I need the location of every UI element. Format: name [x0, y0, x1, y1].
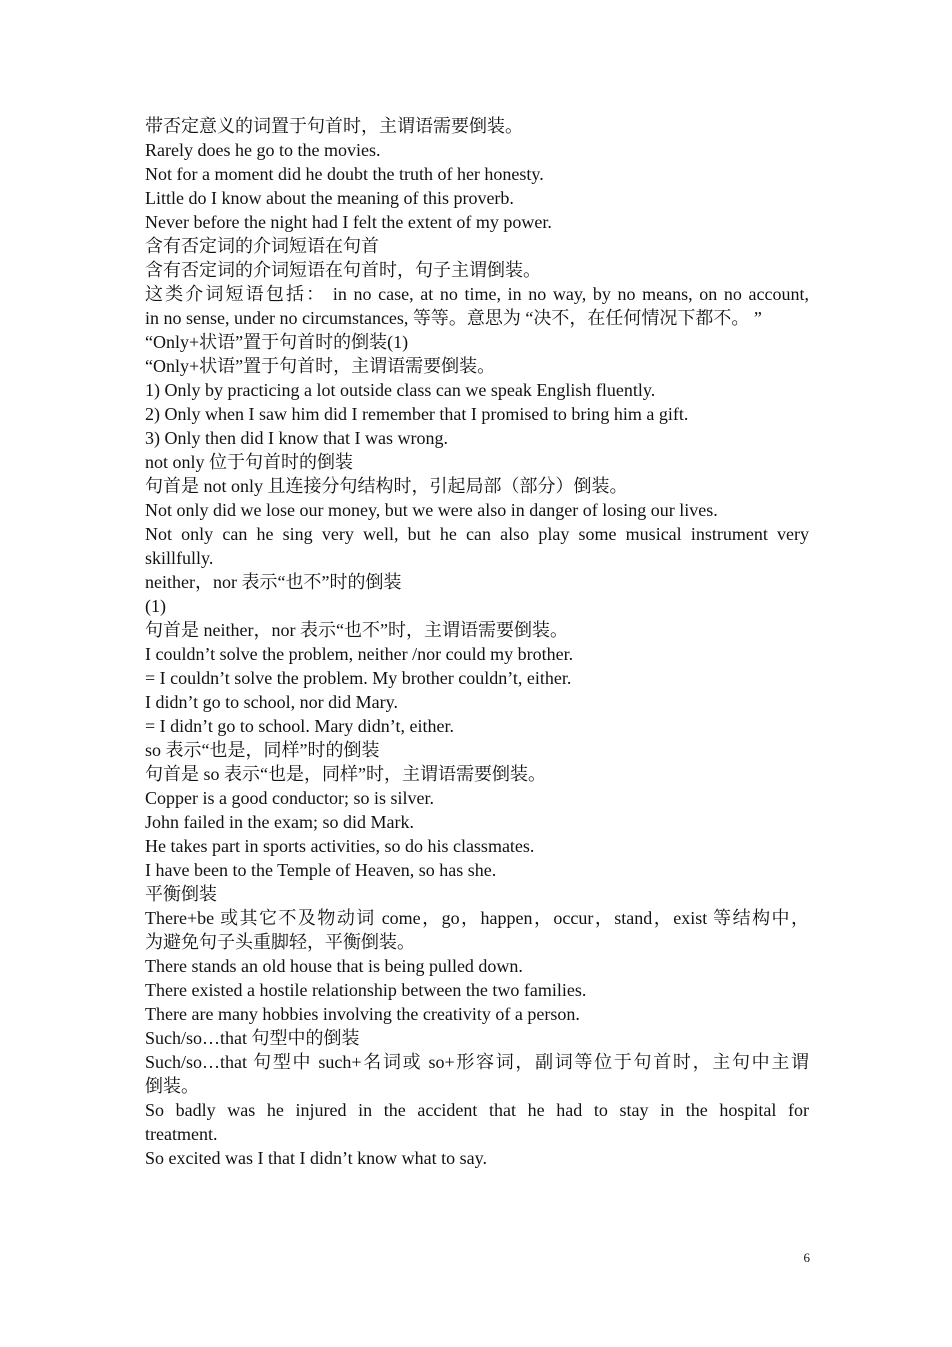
- text-line: 为避免句子头重脚轻，平衡倒装。: [145, 932, 415, 952]
- section-heading: Such/so…that 句型中的倒装: [145, 1028, 360, 1048]
- text-line: Never before the night had I felt the extent of my power.: [145, 212, 552, 232]
- text-line: 这类介词短语包括： in no case, at no time, in no way, by no means, on no account,: [145, 284, 809, 304]
- text-line: There+be 或其它不及物动词 come，go，happen，occur，stand，exist 等结构中，: [145, 908, 809, 928]
- text-line: Rarely does he go to the movies.: [145, 140, 381, 160]
- example-sentence: There stands an old house that is being pulled down.: [145, 956, 523, 976]
- section-heading: neither，nor 表示“也不”时的倒装: [145, 572, 402, 592]
- example-sentence: There are many hobbies involving the creativity of a person.: [145, 1004, 580, 1024]
- page-body: [145, 114, 809, 1170]
- section-heading: 平衡倒装: [145, 884, 217, 904]
- example-sentence: I have been to the Temple of Heaven, so has she.: [145, 860, 497, 880]
- text-line: 含有否定词的介词短语在句首时，句子主谓倒装。: [145, 260, 541, 280]
- page-number: 6: [803, 1250, 810, 1265]
- example-sentence: There existed a hostile relationship between the two families.: [145, 980, 587, 1000]
- section-heading: so 表示“也是，同样”时的倒装: [145, 740, 380, 760]
- example-sentence: 3) Only then did I know that I was wrong.: [145, 428, 448, 448]
- text-line: 句首是 so 表示“也是，同样”时，主谓语需要倒装。: [145, 764, 546, 784]
- example-sentence: Not only did we lose our money, but we were also in danger of losing our lives.: [145, 500, 718, 520]
- example-sentence: skillfully.: [145, 548, 214, 568]
- example-sentence: So excited was I that I didn’t know what to say.: [145, 1148, 487, 1168]
- example-sentence: 1) Only by practicing a lot outside class can we speak English fluently.: [145, 380, 656, 400]
- section-number: (1): [145, 596, 166, 616]
- text-line: 倒装。: [145, 1076, 199, 1096]
- example-sentence: Not only can he sing very well, but he can also play some musical instrument very: [145, 524, 809, 544]
- example-sentence: I couldn’t solve the problem, neither /nor could my brother.: [145, 644, 574, 664]
- example-sentence: = I couldn’t solve the problem. My brother couldn’t, either.: [145, 668, 572, 688]
- section-heading: not only 位于句首时的倒装: [145, 452, 354, 472]
- text-line: Such/so…that 句型中 such+名词或 so+形容词，副词等位于句首时，主句中主谓: [145, 1052, 809, 1072]
- text-line: 句首是 not only 且连接分句结构时，引起局部（部分）倒装。: [145, 476, 628, 496]
- example-sentence: So badly was he injured in the accident that he had to stay in the hospital for: [145, 1100, 809, 1120]
- example-sentence: John failed in the exam; so did Mark.: [145, 812, 414, 832]
- text-line: 句首是 neither，nor 表示“也不”时，主谓语需要倒装。: [145, 620, 568, 640]
- example-sentence: 2) Only when I saw him did I remember that I promised to bring him a gift.: [145, 404, 689, 424]
- text-line: Not for a moment did he doubt the truth of her honesty.: [145, 164, 544, 184]
- section-heading: “Only+状语”置于句首时的倒装(1): [145, 332, 409, 352]
- text-line: Little do I know about the meaning of this proverb.: [145, 188, 514, 208]
- text-line: “Only+状语”置于句首时，主谓语需要倒装。: [145, 356, 496, 376]
- section-heading: 含有否定词的介词短语在句首: [145, 236, 379, 256]
- example-sentence: = I didn’t go to school. Mary didn’t, either.: [145, 716, 454, 736]
- example-sentence: Copper is a good conductor; so is silver.: [145, 788, 434, 808]
- example-sentence: He takes part in sports activities, so do his classmates.: [145, 836, 535, 856]
- text-line: in no sense, under no circumstances, 等等。意思为 “决不，在任何情况下都不。 ”: [145, 308, 762, 328]
- text-line: 带否定意义的词置于句首时，主谓语需要倒装。: [145, 116, 523, 136]
- example-sentence: I didn’t go to school, nor did Mary.: [145, 692, 398, 712]
- example-sentence: treatment.: [145, 1124, 218, 1144]
